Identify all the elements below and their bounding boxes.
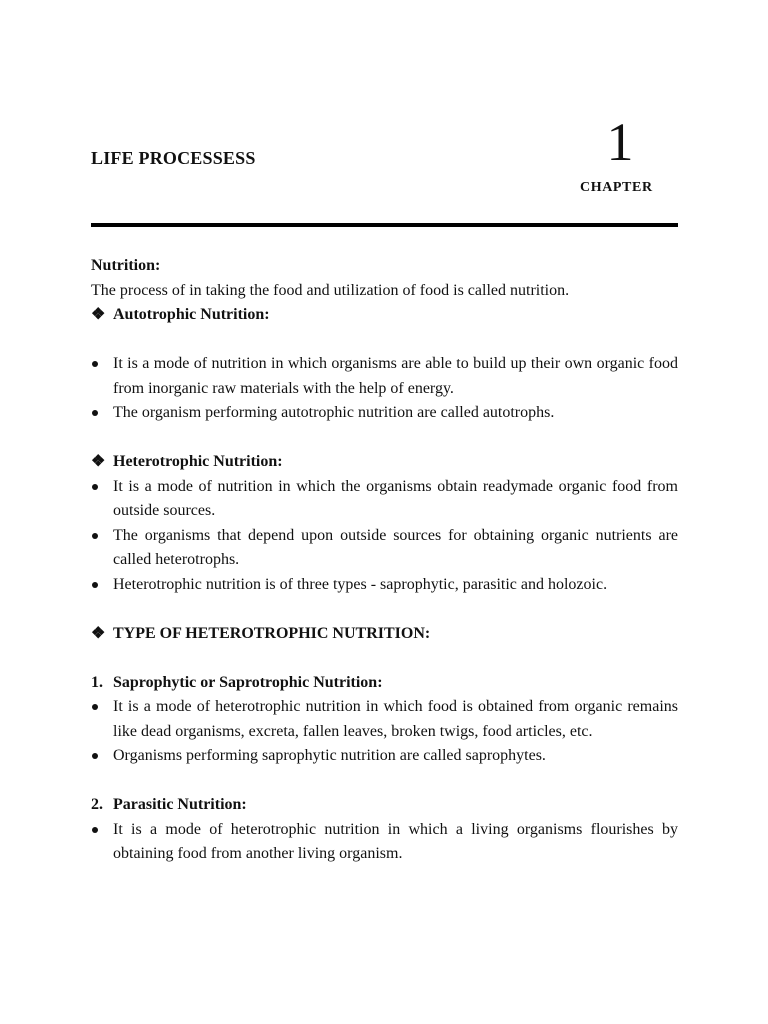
- spacer: [91, 646, 678, 671]
- autotrophic-list: [91, 352, 678, 426]
- list-item: [91, 695, 678, 744]
- section-number: 2.: [91, 796, 103, 813]
- types-heading: [91, 622, 678, 647]
- chapter-title: LIFE PROCESSESS: [91, 148, 256, 168]
- nutrition-heading: Nutrition:: [91, 257, 161, 274]
- diamond-icon: ❖: [91, 306, 106, 323]
- saprophytic-heading: [91, 671, 678, 696]
- spacer: [91, 597, 678, 622]
- list-item-text: The organisms that depend upon outside sources for obtaining organic nutrients are called heterotrophs.: [113, 526, 678, 568]
- saprophytic-heading-text: Saprophytic or Saprotrophic Nutrition:: [113, 673, 383, 691]
- types-heading-text: TYPE OF HETEROTROPHIC NUTRITION:: [113, 624, 431, 642]
- parasitic-heading-text: Parasitic Nutrition:: [113, 796, 247, 813]
- spacer: [91, 426, 678, 451]
- parasitic-list: [91, 818, 678, 867]
- list-item-text: It is a mode of nutrition in which the organisms obtain readymade organic food from outside sources.: [113, 477, 678, 519]
- list-item: [91, 573, 678, 598]
- list-item-text: It is a mode of heterotrophic nutrition in which food is obtained from organic remains like dead organisms, excreta, fallen leaves, broken twigs, food articles, etc.: [113, 698, 678, 740]
- list-item: [91, 401, 678, 426]
- header-rule: [91, 223, 678, 227]
- list-item-text: Organisms performing saprophytic nutrition are called saprophytes.: [113, 747, 546, 764]
- saprophytic-list: [91, 695, 678, 769]
- autotrophic-heading-text: Autotrophic Nutrition:: [113, 306, 270, 323]
- list-item: [91, 818, 678, 867]
- spacer: [91, 328, 678, 353]
- chapter-number: 1: [606, 112, 634, 172]
- list-item: [91, 744, 678, 769]
- diamond-icon: ❖: [91, 453, 106, 470]
- heterotrophic-heading: [91, 450, 678, 475]
- diamond-icon: ❖: [91, 624, 106, 642]
- list-item-text: Heterotrophic nutrition is of three types - saprophytic, parasitic and holozoic.: [113, 575, 608, 593]
- parasitic-heading: [91, 793, 678, 818]
- autotrophic-heading: [91, 303, 678, 328]
- list-item: [91, 475, 678, 524]
- heterotrophic-heading-text: Heterotrophic Nutrition:: [113, 453, 283, 470]
- nutrition-definition: The process of in taking the food and utilization of food is called nutrition.: [91, 281, 570, 299]
- list-item-text: It is a mode of nutrition in which organisms are able to build up their own organic food from inorganic raw materials with the help of energy.: [113, 355, 678, 397]
- list-item-text: It is a mode of heterotrophic nutrition in which a living organisms flourishes by obtaining food from another living organism.: [113, 820, 678, 862]
- section-number: 1.: [91, 673, 103, 691]
- heterotrophic-list: [91, 475, 678, 598]
- list-item: [91, 524, 678, 573]
- spacer: [91, 769, 678, 794]
- list-item: [91, 352, 678, 401]
- chapter-label: CHAPTER: [580, 180, 653, 195]
- chapter-content: [91, 254, 678, 867]
- list-item-text: The organism performing autotrophic nutrition are called autotrophs.: [113, 404, 555, 421]
